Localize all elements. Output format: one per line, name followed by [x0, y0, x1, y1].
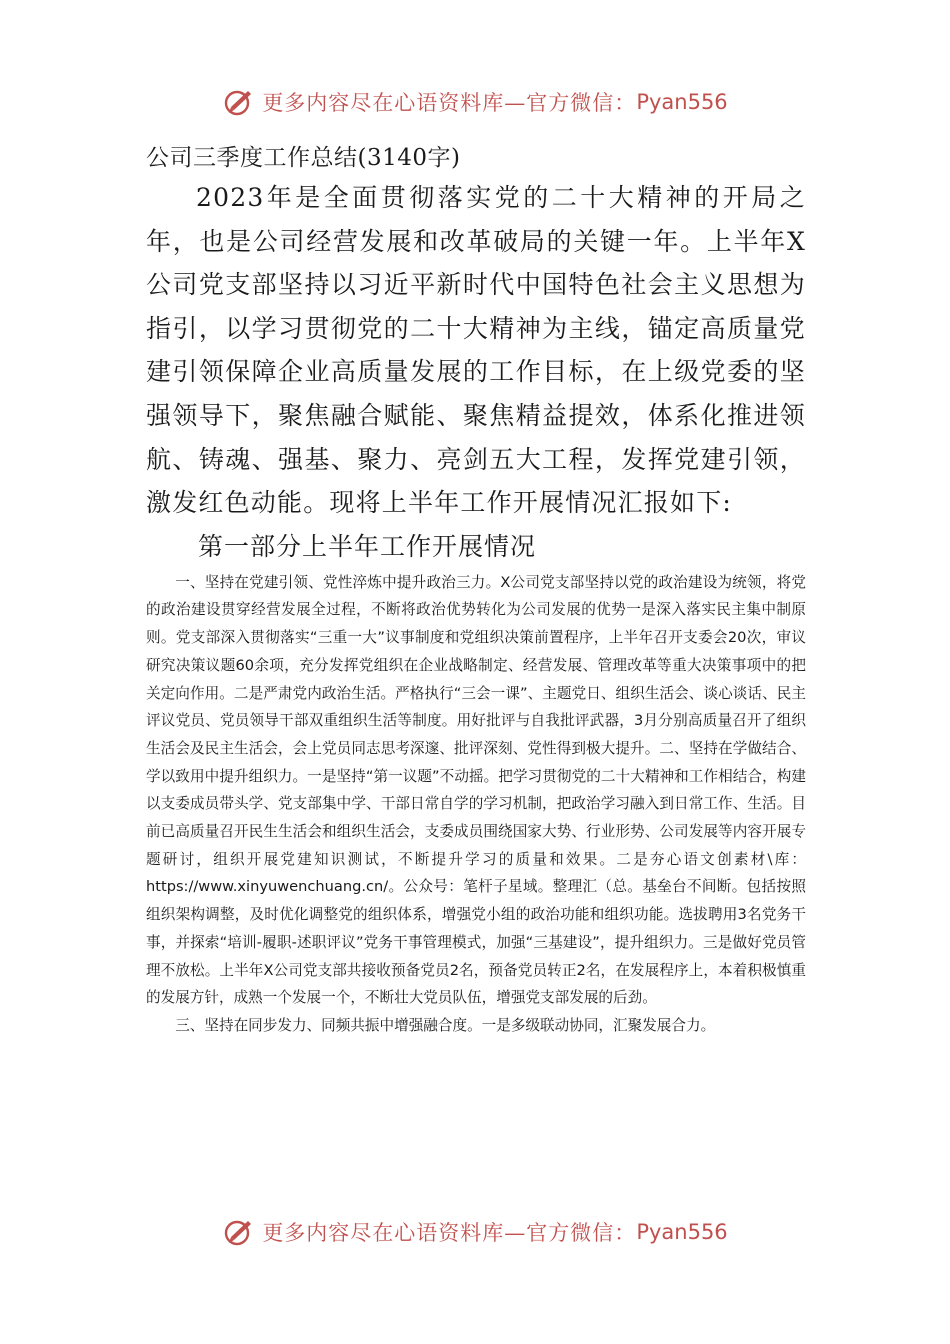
footer-banner — [0, 1212, 950, 1252]
body-paragraph: 三、坚持在同步发力、同频共振中增强融合度。一是多级联动协同，汇聚发展合力。 — [175, 1017, 716, 1034]
part-title: 第一部分上半年工作开展情况 — [198, 531, 537, 561]
document-body — [146, 140, 806, 1040]
banner-wechat-id: Pyan556 — [636, 1220, 728, 1244]
banner-text: 更多内容尽在心语资料库—官方微信： — [262, 91, 637, 115]
pen-circle-logo-icon — [222, 1215, 256, 1249]
banner-text: 更多内容尽在心语资料库—官方微信： — [262, 1221, 637, 1245]
header-banner — [0, 82, 950, 122]
body-paragraph: 一、坚持在党建引领、党性淬炼中提升政治三力。X公司党支部坚持以党的政治建设为统领，将党的政治建设贯穿经营发展全过程，不断将政治优势转化为公司发展的优势一是深入落实民主集中制原则。党支部深入贯彻落实“三重一大”议事制度和党组织决策前置程序，上半年召开支委会20次，审议研究决策议题60余项，充分发挥党组织在企业战略制定、经营发展、管理改革等重大决策事项中的把关定向作用。二是严肃党内政治生活。严格执行“三会一课”、主题党日、组织生活会、谈心谈话、民主评议党员、党员领导干部双重组织生活等制度。用好批评与自我批评武器，3月分别高质量召开了组织生活会及民主生活会，会上党员同志思考深邃、批评深刻、党性得到极大提升。二、坚持在学做结合、学以致用中提升组织力。一是坚持“第一议题”不动摇。把学习贯彻党的二十大精神和工作相结合，构建以支委成员带头学、党支部集中学、干部日常自学的学习机制，把政治学习融入到日常工作、生活。目前已高质量召开民生生活会和组织生活会，支委成员围绕国家大势、行业形势、公司发展等内容开展专题研讨，组织开展党建知识测试，不断提升学习的质量和效果。二是夯心语文创素材\库：https://www.xinyuwenchuang.cn/。公众号：笔杆子星域。整理汇（总。基垒台不间断。包括按照组织架构调整，及时优化调整党的组织体系，增强党小组的政治功能和组织功能。选拔聘用3名党务干事，并探索“培训-履职-述职评议”党务干事管理模式，加强“三基建设”，提升组织力。三是做好党员管理不放松。上半年X公司党支部共接收预备党员2名，预备党员转正2名，在发展程序上，本着积极慎重的发展方针，成熟一个发展一个，不断壮大党员队伍，增强党支部发展的后劲。 — [146, 573, 806, 1007]
intro-paragraph: 2023年是全面贯彻落实党的二十大精神的开局之年，也是公司经营发展和改革破局的关键一年。上半年X公司党支部坚持以习近平新时代中国特色社会主义思想为指引，以学习贯彻党的二十大精神为主线，锚定高质量党建引领保障企业高质量发展的工作目标，在上级党委的坚强领导下，聚焦融合赋能、聚焦精益提效，体系化推进领航、铸魂、强基、聚力、亮剑五大工程，发挥党建引领，激发红色动能。现将上半年工作开展情况汇报如下: — [146, 183, 806, 518]
banner-wechat-id: Pyan556 — [636, 90, 728, 114]
pen-circle-logo-icon — [222, 85, 256, 119]
document-title: 公司三季度工作总结(3140字) — [146, 145, 461, 171]
